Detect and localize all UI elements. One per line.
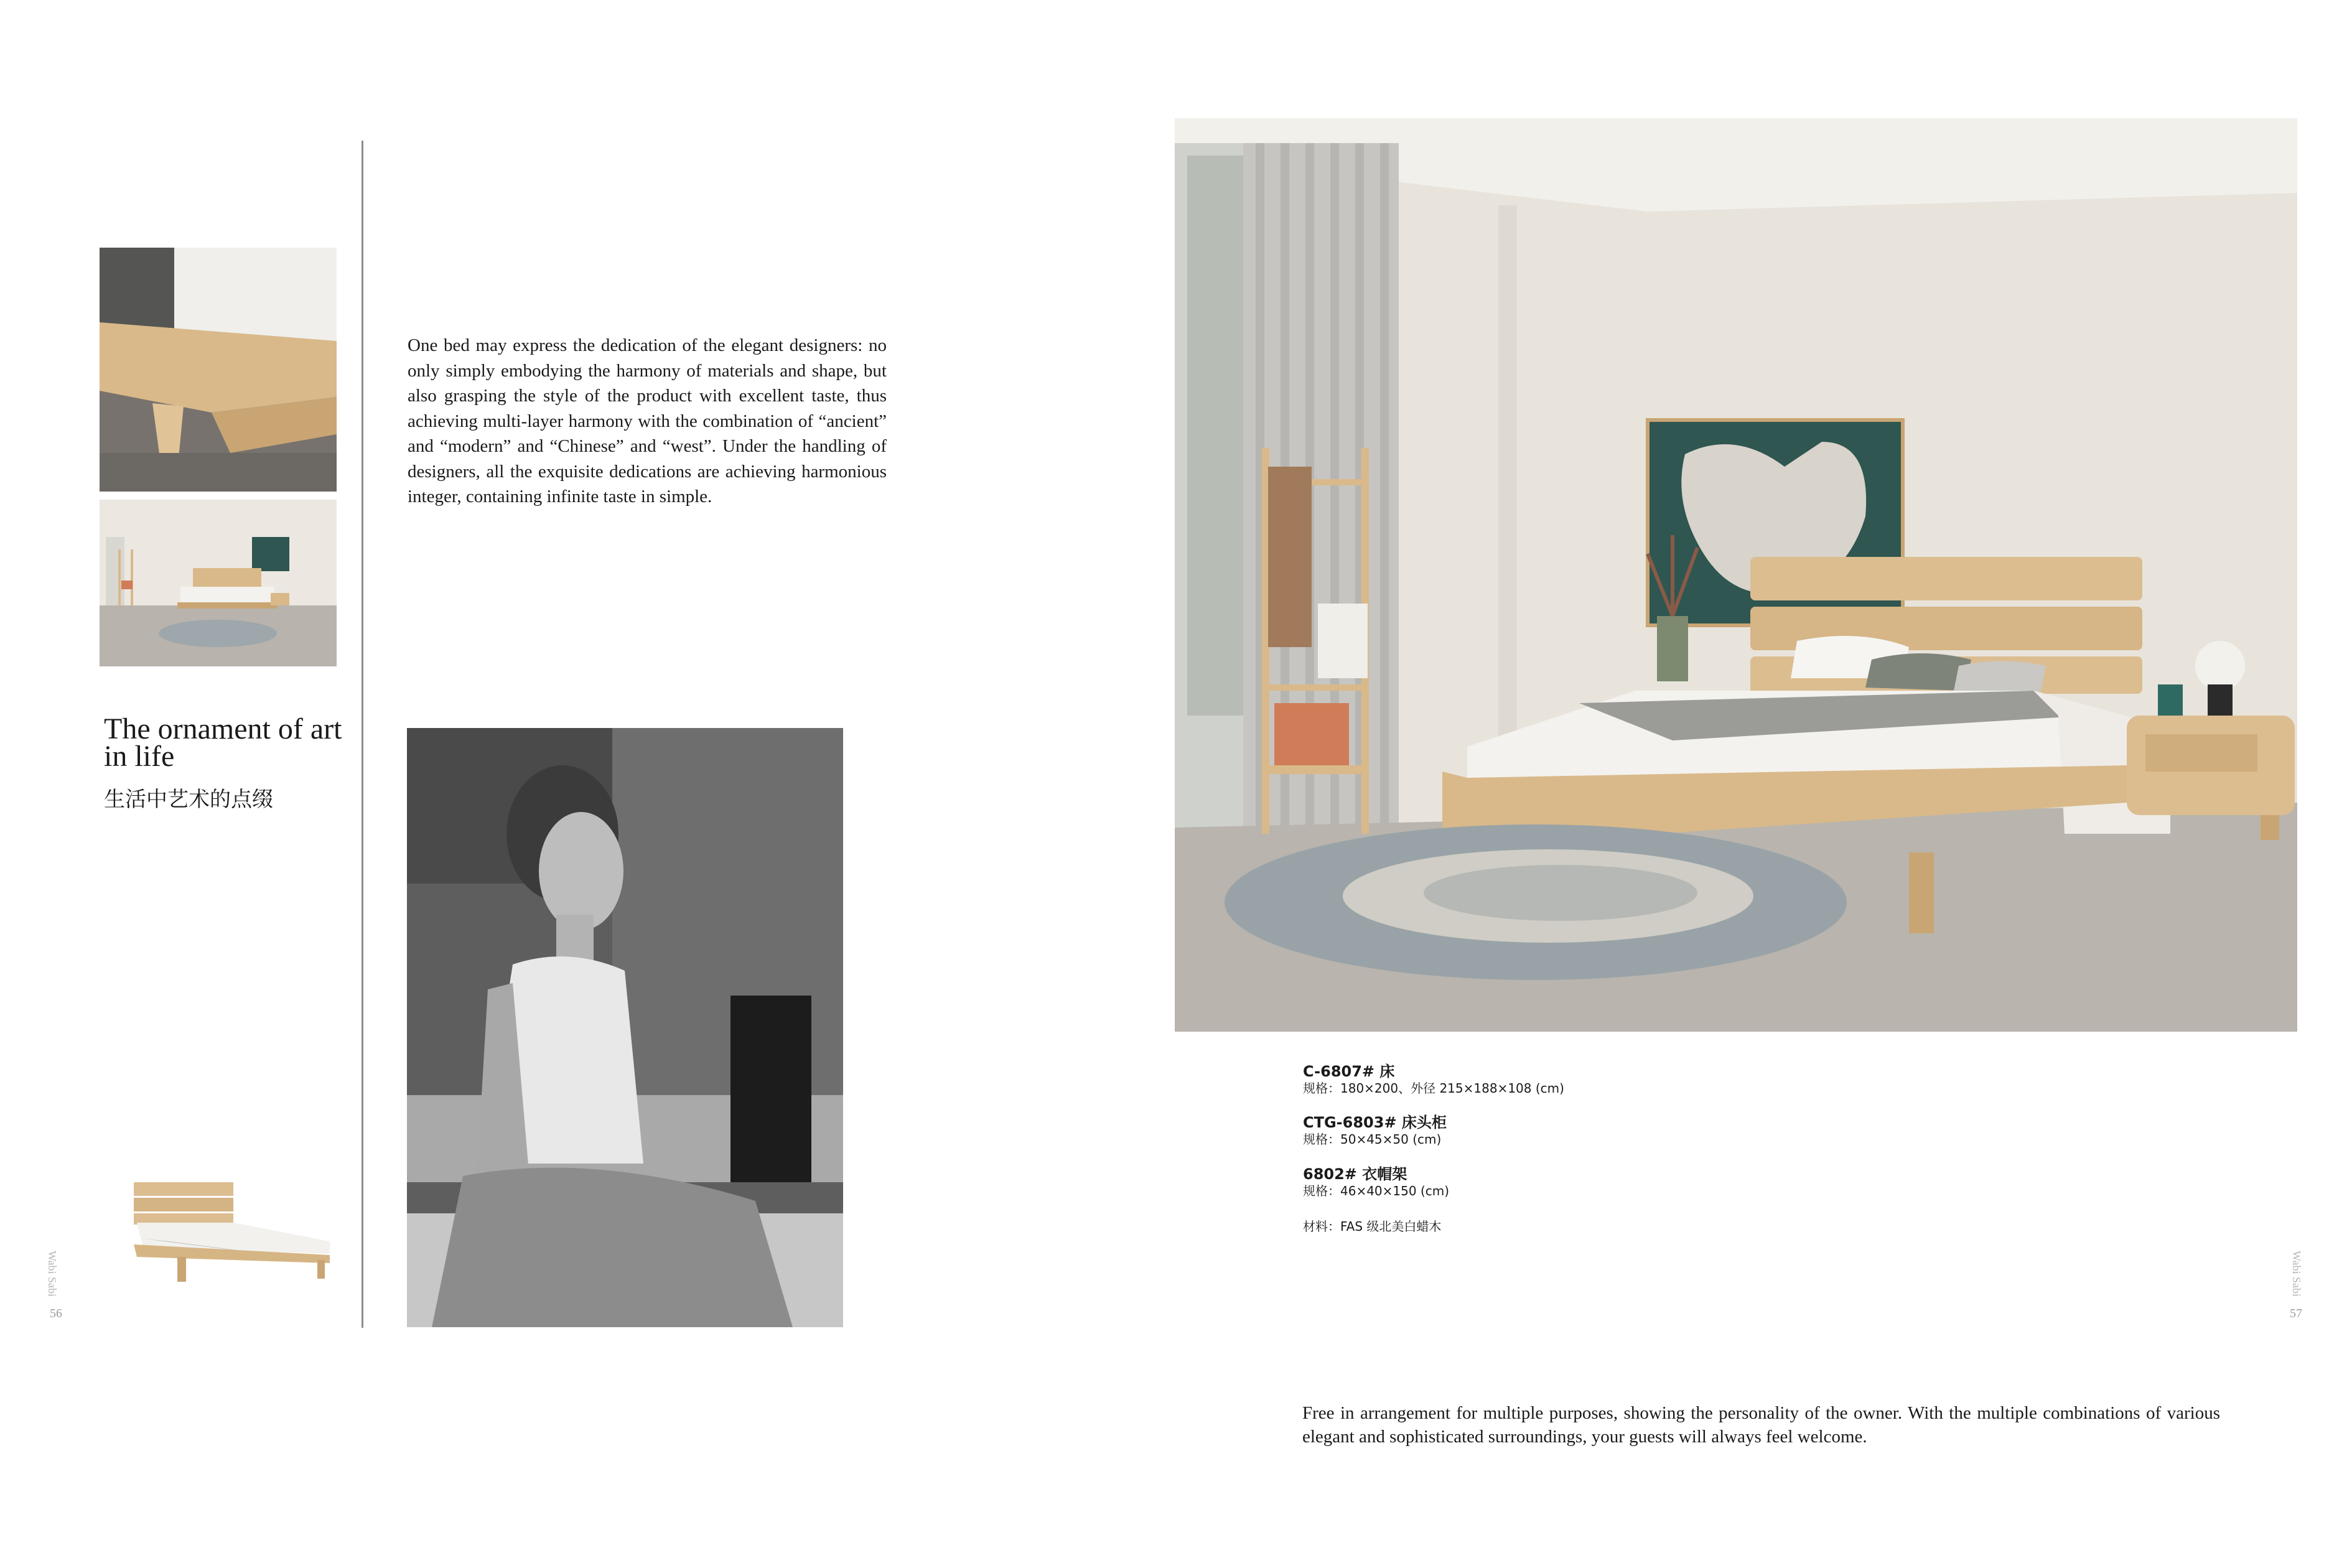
- material-text: 材料：FAS 级北美白蜡木: [1303, 1219, 1442, 1234]
- left-side-label: Wabi Sabi: [46, 1251, 58, 1297]
- woman-portrait-photo: [407, 728, 843, 1327]
- product-spec-coat-rack: [1303, 1165, 1449, 1199]
- headline-chinese: 生活中艺术的点缀: [104, 787, 273, 812]
- left-page-number: 56: [50, 1307, 62, 1320]
- intro-paragraph: One bed may express the dedication of the elegant designers: no only simply embodying the harmony of materials and shape, but also grasping the style of the product with excellent taste, thus achieving multi-layer harmony with the combination of “ancient” and “modern” and “Chinese” and “west”. Under the handling of designers, all the exquisite dedications are achieving harmonious integer, containing infinite taste in simple.: [408, 335, 887, 506]
- right-side-label: Wabi Sabi: [2290, 1251, 2303, 1297]
- product-title: 6802# 衣帽架: [1303, 1165, 1407, 1183]
- product-material: [1303, 1218, 1441, 1234]
- bed-product-cutout-photo: [131, 1179, 336, 1285]
- product-spec-bed: [1303, 1063, 1564, 1096]
- room-thumbnail-photo: [100, 500, 337, 666]
- bedroom-main-photo: [1175, 118, 2297, 1032]
- outro-paragraph: Free in arrangement for multiple purposes, showing the personality of the owner. With the multiple combinations of various elegant and sophisticated surroundings, your guests will always feel welcome.: [1302, 1403, 2220, 1447]
- bed-corner-closeup-photo: [100, 248, 337, 492]
- product-title: CTG-6803# 床头柜: [1303, 1114, 1447, 1131]
- page-divider: [362, 141, 363, 1328]
- headline-english: The ornament of art in life: [104, 712, 342, 773]
- product-detail: 规格：46×40×150 (cm): [1303, 1183, 1450, 1198]
- right-page-number: 57: [2290, 1307, 2302, 1320]
- product-detail: 规格：180×200、外径 215×188×108 (cm): [1303, 1081, 1564, 1096]
- product-spec-nightstand: [1303, 1114, 1447, 1147]
- product-title: C-6807# 床: [1303, 1063, 1395, 1080]
- product-detail: 规格：50×45×50 (cm): [1303, 1132, 1442, 1147]
